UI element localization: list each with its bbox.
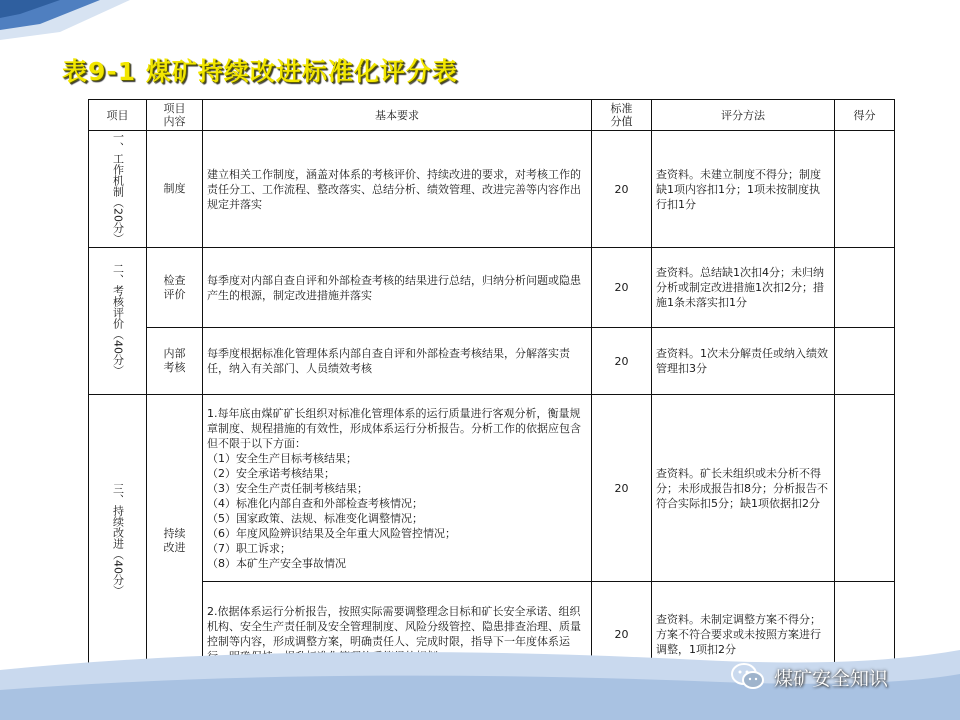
row-standard: 20 [592,582,652,687]
section-label: 二、考核评价（40分） [89,248,147,395]
section-label: 三、持续改进（40分） [89,395,147,687]
row-score-input[interactable] [835,131,895,248]
table-row [89,328,895,395]
scoring-table [88,99,895,709]
wechat-icon [730,662,766,692]
requirement-line: （8）本矿生产安全事故情况 [207,556,346,570]
row-requirement: 2.依据体系运行分析报告，按照实际需要调整理念目标和矿长安全承诺、组织机构、安全生产责任制及安全管理制度、风险分级管控、隐患排查治理、质量控制等内容，形成调整方案，明确责任人、完成时限，指导下一年度体系运 [203,582,592,687]
table-row [89,395,895,582]
requirement-line: 1.每年底由煤矿矿长组织对标准化管理体系的运行质量进行客观分析，衡量规章制度、规程措施的有效性，形成体系运行分析报告。分析工作的依据应包含但不限于以下方面： [207,406,581,450]
row-method: 查资料。总结缺1次扣4分；未归纳分析或制定改进措施1次扣2分；措施1条未落实扣1分 [652,248,835,328]
requirement-line: （1）安全生产目标考核结果； [207,451,357,465]
slide-title: 表9-1 煤矿持续改进标准化评分表 [62,57,458,86]
row-standard: 20 [592,395,652,582]
requirement-line: （6）年度风险辨识结果及全年重大风险管控情况； [207,526,456,540]
row-method: 查资料。1次未分解责任或纳入绩效管理扣3分 [652,328,835,395]
row-requirement [203,395,592,582]
requirement-line: （7）职工诉求； [207,541,291,555]
row-content: 内部考核 [147,328,203,395]
header-score: 得分 [835,100,895,131]
section-label: 一、工作机制（20分） [89,131,147,248]
row-standard: 20 [592,131,652,248]
watermark-text: 煤矿安全知识 [774,667,889,690]
row-score-input[interactable] [835,328,895,395]
table-header-row [89,100,895,131]
top-decoration [0,0,960,40]
requirement-line: （5）国家政策、法规、标准变化调整情况； [207,511,423,525]
row-requirement: 每季度对内部自查自评和外部检查考核的结果进行总结，归纳分析问题或隐患产生的根源，制定改进措施并落实 [203,248,592,328]
row-standard: 20 [592,248,652,328]
row-method: 查资料。未制定调整方案不得分；方案不符合要求或未按照方案进行调整，1项扣2分 [652,582,835,687]
row-method: 查资料。未建立制度不得分；制度缺1项内容扣1分；1项未按制度执行扣1分 [652,131,835,248]
requirement-line: （3）安全生产责任制考核结果； [207,481,368,495]
row-requirement: 每季度根据标准化管理体系内部自查自评和外部检查考核结果，分解落实责任，纳入有关部门、人员绩效考核 [203,328,592,395]
row-method: 查资料。矿长未组织或未分析不得分；未形成报告扣8分；分析报告不符合实际扣5分；缺1项依据扣2分 [652,395,835,582]
header-requirement: 基本要求 [203,100,592,131]
header-project: 项目 [89,100,147,131]
row-content: 持续改进 [147,395,203,687]
row-score-input[interactable] [835,248,895,328]
row-content: 检查评价 [147,248,203,328]
header-method: 评分方法 [652,100,835,131]
header-content: 项目内容 [147,100,203,131]
row-requirement: 建立相关工作制度，涵盖对体系的考核评价、持续改进的要求，对考核工作的责任分工、工作流程、整改落实、总结分析、绩效管理、改进完善等内容作出规定并落实 [203,131,592,248]
row-score-input[interactable] [835,395,895,582]
table-row [89,131,895,248]
watermark [730,662,888,692]
row-standard: 20 [592,328,652,395]
requirement-line: （2）安全承诺考核结果； [207,466,335,480]
header-standard: 标准分值 [592,100,652,131]
requirement-line: （4）标准化内部自查和外部检查考核情况； [207,496,423,510]
row-content: 制度 [147,131,203,248]
table-row [89,248,895,328]
